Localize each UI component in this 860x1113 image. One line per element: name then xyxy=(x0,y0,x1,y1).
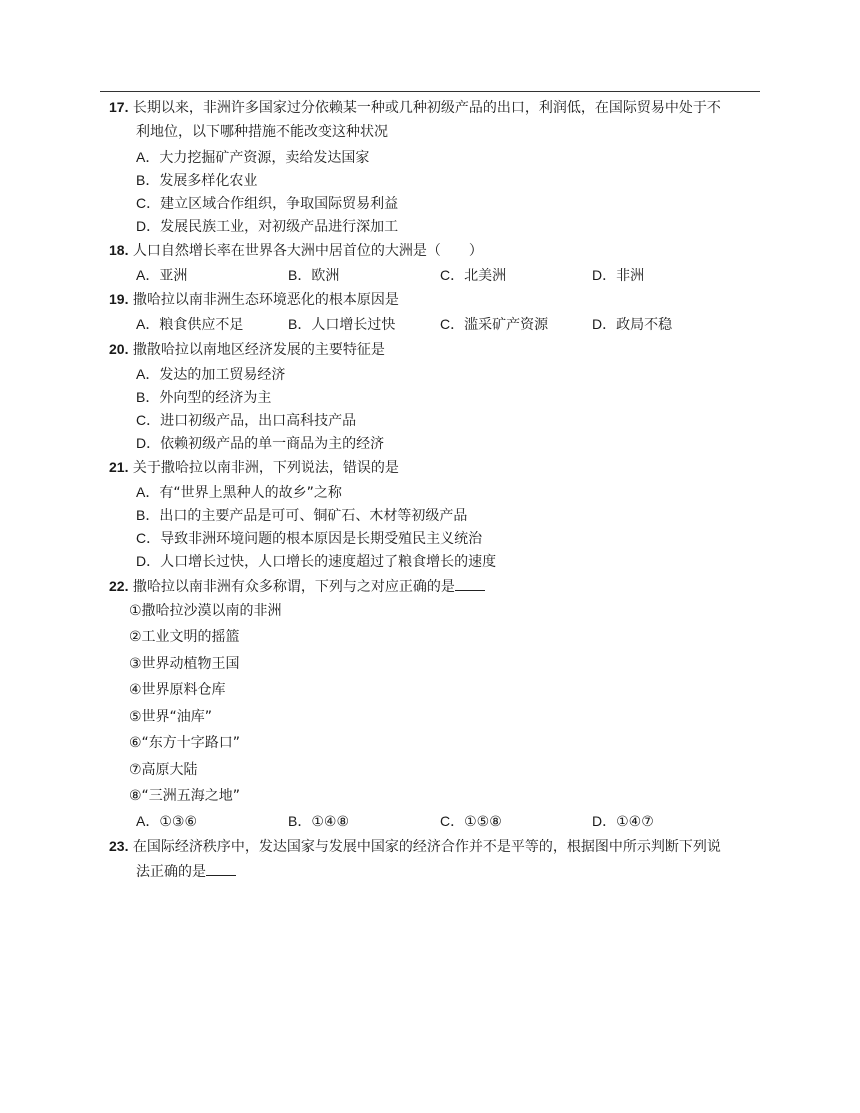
q18-option-c: C．北美洲 xyxy=(440,267,507,284)
q22-item-1: ①撒哈拉沙漠以南的非洲 xyxy=(129,603,282,619)
top-rule xyxy=(100,91,760,92)
q22-item-2: ②工业文明的摇篮 xyxy=(129,629,240,645)
q19-option-c: C．滥采矿产资源 xyxy=(440,316,549,333)
q21-option-b: B．出口的主要产品是可可、铜矿石、木材等初级产品 xyxy=(136,507,468,524)
q18-number: 18. xyxy=(109,242,129,258)
q22-option-d: D．①④⑦ xyxy=(592,813,654,830)
q17-option-a: A．大力挖掘矿产资源，卖给发达国家 xyxy=(136,149,370,166)
q18-option-d: D．非洲 xyxy=(592,267,645,284)
q22-item-5: ⑤世界“油库” xyxy=(129,709,213,725)
q22-item-8: ⑧“三洲五海之地” xyxy=(129,788,241,804)
q23-stem-line2: 法正确的是 xyxy=(136,861,236,882)
q17-number: 17. xyxy=(109,99,129,115)
q23-number: 23. xyxy=(109,838,129,854)
q17-stem-line2: 利地位，以下哪种措施不能改变这种状况 xyxy=(136,124,388,140)
q22-option-b: B．①④⑧ xyxy=(288,813,349,830)
q22-stem: 22. 撒哈拉以南非洲有众多称谓，下列与之对应正确的是 xyxy=(109,576,485,597)
q17-option-d: D．发展民族工业，对初级产品进行深加工 xyxy=(136,218,399,235)
q22-answer-blank xyxy=(455,576,485,591)
q23-answer-blank xyxy=(206,861,236,876)
q20-option-a: A．发达的加工贸易经济 xyxy=(136,366,286,383)
q19-option-d: D．政局不稳 xyxy=(592,316,673,333)
q20-option-d: D．依赖初级产品的单一商品为主的经济 xyxy=(136,435,385,452)
q20-number: 20. xyxy=(109,341,129,357)
q18-option-b: B．欧洲 xyxy=(288,267,340,284)
q20-option-c: C．进口初级产品，出口高科技产品 xyxy=(136,412,357,429)
q21-option-c: C．导致非洲环境问题的根本原因是长期受殖民主义统治 xyxy=(136,530,483,547)
q19-stem: 19. 撒哈拉以南非洲生态环境恶化的根本原因是 xyxy=(109,291,399,308)
q20-option-b: B．外向型的经济为主 xyxy=(136,389,272,406)
q21-number: 21. xyxy=(109,459,129,475)
q22-item-7: ⑦高原大陆 xyxy=(129,762,198,778)
q18-option-a: A．亚洲 xyxy=(136,267,188,284)
q22-number: 22. xyxy=(109,578,129,594)
q22-item-6: ⑥“东方十字路口” xyxy=(129,735,241,751)
q17-option-b: B．发展多样化农业 xyxy=(136,172,258,189)
q22-option-a: A．①③⑥ xyxy=(136,813,197,830)
q19-option-a: A．粮食供应不足 xyxy=(136,316,244,333)
q20-stem: 20. 撒散哈拉以南地区经济发展的主要特征是 xyxy=(109,341,385,358)
q21-option-a: A．有“世界上黑种人的故乡”之称 xyxy=(136,484,342,501)
q18-stem: 18. 人口自然增长率在世界各大洲中居首位的大洲是（ ） xyxy=(109,242,483,259)
q22-option-c: C．①⑤⑧ xyxy=(440,813,502,830)
q17-stem-line1 xyxy=(109,97,721,118)
q22-item-3: ③世界动植物王国 xyxy=(129,656,240,672)
q22-item-4: ④世界原料仓库 xyxy=(129,682,226,698)
q19-option-b: B．人口增长过快 xyxy=(288,316,396,333)
q21-option-d: D．人口增长过快，人口增长的速度超过了粮食增长的速度 xyxy=(136,553,497,570)
q23-stem-line1: 23. 在国际经济秩序中，发达国家与发展中国家的经济合作并不是平等的，根据图中所示判断下列说 xyxy=(109,838,721,855)
q21-stem: 21. 关于撒哈拉以南非洲，下列说法，错误的是 xyxy=(109,459,399,476)
q19-number: 19. xyxy=(109,291,129,307)
q17-option-c: C．建立区域合作组织，争取国际贸易利益 xyxy=(136,195,399,212)
q17-stem-text1: 长期以来，非洲许多国家过分依赖某一种或几种初级产品的出口，利润低，在国际贸易中处于不 xyxy=(132,100,721,116)
